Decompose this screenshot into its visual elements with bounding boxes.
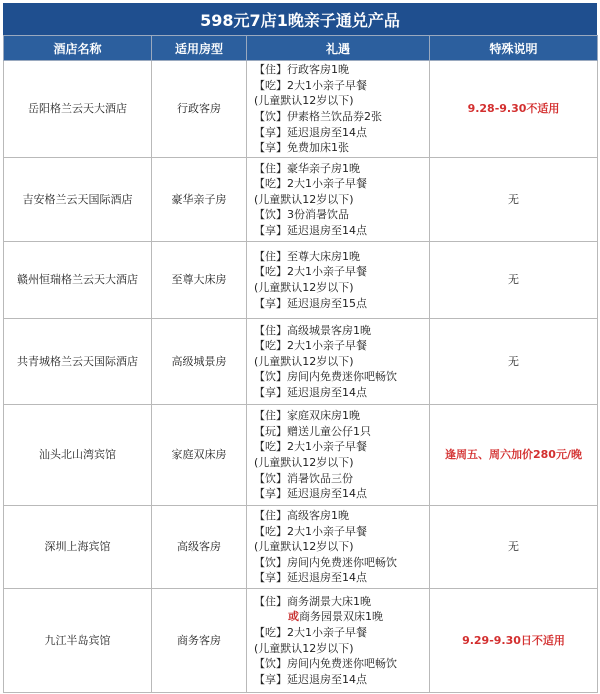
special-note-cell: 无 <box>430 158 598 242</box>
page-title: 598元7店1晚亲子通兑产品 <box>3 3 597 35</box>
hotel-name-cell: 九江半岛宾馆 <box>4 589 152 693</box>
room-type-cell: 高级城景房 <box>152 319 247 405</box>
perk-line: 【享】延迟退房至14点 <box>254 125 367 139</box>
perk-line: 【住】家庭双床房1晚 <box>254 409 360 423</box>
perk-line: 【吃】2大1小亲子早餐 <box>254 625 367 639</box>
perks-cell <box>247 158 430 242</box>
hotel-name-cell: 吉安格兰云天国际酒店 <box>4 158 152 242</box>
perk-line: 【吃】2大1小亲子早餐 <box>254 78 367 92</box>
perk-line: 【饮】房间内免费迷你吧畅饮 <box>254 370 397 384</box>
hotel-table <box>3 35 598 693</box>
table-row <box>4 319 598 405</box>
perk-line: 【享】延迟退房至14点 <box>254 487 367 501</box>
perk-line: (儿童默认12岁以下) <box>254 94 354 108</box>
table-row <box>4 158 598 242</box>
perk-line: 或商务园景双床1晚 <box>288 610 383 624</box>
perk-line: 【享】延迟退房至14点 <box>254 571 367 585</box>
perks-cell <box>247 242 430 319</box>
special-note-cell: 9.29-9.30日不适用 <box>430 589 598 693</box>
perk-line: 【吃】2大1小亲子早餐 <box>254 265 367 279</box>
perk-line: 【住】豪华亲子房1晚 <box>254 161 360 175</box>
perk-line: 【享】免费加床1张 <box>254 141 349 155</box>
perks-cell <box>247 61 430 158</box>
perk-line: 【吃】2大1小亲子早餐 <box>254 440 367 454</box>
perk-line: (儿童默认12岁以下) <box>254 354 354 368</box>
perk-line: 【饮】房间内免费迷你吧畅饮 <box>254 657 397 671</box>
perk-line: (儿童默认12岁以下) <box>254 281 354 294</box>
perk-line: 【饮】消暑饮品三份 <box>254 471 353 485</box>
perk-line: (儿童默认12岁以下) <box>254 192 354 206</box>
hotel-name-cell: 汕头北山湾宾馆 <box>4 405 152 506</box>
room-type-cell: 至尊大床房 <box>152 242 247 319</box>
perk-line: 【住】至尊大床房1晚 <box>254 249 360 263</box>
table-body <box>4 61 598 693</box>
table-row <box>4 405 598 506</box>
table-header-row <box>4 36 598 61</box>
header-special-note: 特殊说明 <box>430 36 598 61</box>
perks-cell <box>247 319 430 405</box>
perk-line: 【吃】2大1小亲子早餐 <box>254 339 367 353</box>
perk-line: (儿童默认12岁以下) <box>254 641 354 655</box>
special-note-cell: 无 <box>430 319 598 405</box>
perk-line: (儿童默认12岁以下) <box>254 540 354 554</box>
perk-line: 【饮】伊素格兰饮品券2张 <box>254 110 382 123</box>
hotel-name-cell: 岳阳格兰云天大酒店 <box>4 61 152 158</box>
hotel-name-cell: 赣州恒瑞格兰云天大酒店 <box>4 242 152 319</box>
perk-line: 【享】延迟退房至14点 <box>254 223 367 237</box>
header-perks: 礼遇 <box>247 36 430 61</box>
perks-cell <box>247 405 430 506</box>
perk-line: 【饮】房间内免费迷你吧畅饮 <box>254 555 397 569</box>
perk-line: 【吃】2大1小亲子早餐 <box>254 177 367 191</box>
special-note-cell: 逢周五、周六加价280元/晚 <box>430 405 598 506</box>
perk-line: 【享】延迟退房至14点 <box>254 385 367 399</box>
perk-line: 【玩】赠送儿童公仔1只 <box>254 424 371 438</box>
perk-line: 【享】延迟退房至14点 <box>254 672 367 686</box>
hotel-name-cell: 深圳上海宾馆 <box>4 506 152 589</box>
perk-line: (儿童默认12岁以下) <box>254 456 354 469</box>
perk-line: 【饮】3份消暑饮品 <box>254 208 349 222</box>
perk-line: 【住】行政客房1晚 <box>254 63 349 77</box>
header-room-type: 适用房型 <box>152 36 247 61</box>
room-type-cell: 豪华亲子房 <box>152 158 247 242</box>
perks-cell <box>247 589 430 693</box>
room-type-cell: 家庭双床房 <box>152 405 247 506</box>
special-note-cell: 9.28-9.30不适用 <box>430 61 598 158</box>
perks-cell <box>247 506 430 589</box>
room-type-cell: 行政客房 <box>152 61 247 158</box>
perk-line: 【住】高级客房1晚 <box>254 509 349 523</box>
table-row <box>4 506 598 589</box>
perk-line: 【享】延迟退房至15点 <box>254 296 367 310</box>
perk-line: 【住】商务湖景大床1晚 <box>254 594 371 608</box>
perk-line: 【吃】2大1小亲子早餐 <box>254 524 367 538</box>
header-hotel-name: 酒店名称 <box>4 36 152 61</box>
table-row <box>4 589 598 693</box>
special-note-cell: 无 <box>430 506 598 589</box>
table-row <box>4 242 598 319</box>
room-type-cell: 高级客房 <box>152 506 247 589</box>
special-note-cell: 无 <box>430 242 598 319</box>
table-row <box>4 61 598 158</box>
hotel-name-cell: 共青城格兰云天国际酒店 <box>4 319 152 405</box>
room-type-cell: 商务客房 <box>152 589 247 693</box>
perk-line: 【住】高级城景客房1晚 <box>254 323 371 337</box>
